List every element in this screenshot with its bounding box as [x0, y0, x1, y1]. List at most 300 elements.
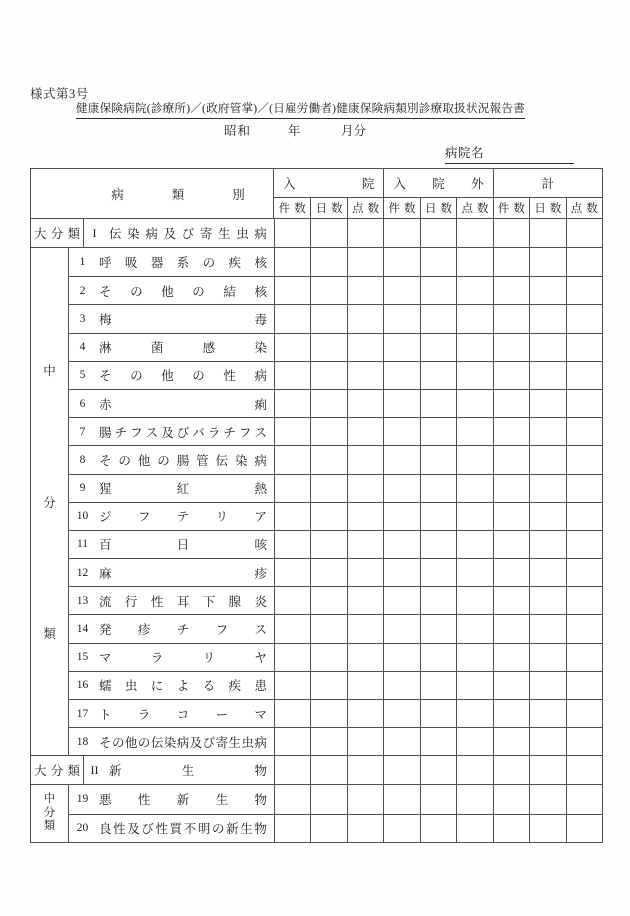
data-cell	[456, 277, 492, 304]
data-cell	[274, 248, 310, 276]
char: ト	[99, 707, 112, 722]
data-cell	[310, 390, 346, 417]
major-class-label	[31, 756, 83, 784]
major-class-numeral: II	[90, 762, 99, 777]
major-class-name-cell	[83, 219, 274, 247]
data-cell	[420, 362, 456, 389]
disease-name	[99, 620, 267, 638]
char: 病	[254, 369, 267, 384]
char: 件	[278, 203, 291, 215]
data-cell	[347, 446, 383, 473]
row-number: 11	[76, 538, 89, 551]
data-cell	[310, 587, 346, 614]
char: 明	[197, 822, 211, 837]
char: 蠕	[99, 679, 112, 694]
data-cell	[274, 475, 310, 502]
char: 数	[404, 203, 416, 215]
data-cell	[274, 305, 310, 332]
data-cell	[383, 305, 419, 332]
char: ー	[215, 707, 229, 722]
table-row	[69, 614, 602, 642]
minor-rows	[69, 785, 602, 841]
char: 数	[367, 203, 380, 215]
char: 分	[50, 227, 64, 241]
char: 院	[361, 177, 375, 191]
data-cell	[529, 305, 565, 332]
char: 件	[497, 203, 510, 215]
data-cell	[456, 362, 492, 389]
data-cell	[383, 277, 419, 304]
char: 染	[234, 453, 248, 468]
char: 点	[352, 203, 364, 215]
char: 日	[315, 203, 328, 215]
row-number: 7	[79, 425, 86, 438]
char: 数	[549, 203, 562, 215]
table-row	[69, 699, 602, 727]
char: 伝	[215, 453, 229, 468]
table-row	[69, 333, 602, 361]
data-cell	[493, 785, 529, 813]
hospital-name-label: 病院名	[445, 146, 485, 160]
table-row	[69, 389, 602, 417]
data-cell	[347, 362, 383, 389]
char: 性	[137, 793, 151, 808]
col-group-inpatient	[274, 169, 383, 197]
data-cell	[566, 334, 602, 361]
data-cell	[456, 334, 492, 361]
data-cell	[347, 277, 383, 304]
row-number: 20	[76, 822, 89, 835]
data-cell	[420, 615, 456, 642]
char: 新	[176, 793, 190, 808]
data-cell	[529, 277, 565, 304]
data-cell	[274, 785, 310, 813]
data-cell	[493, 305, 529, 332]
row-number: 3	[79, 312, 86, 325]
char: 日	[424, 203, 437, 215]
char: の	[202, 256, 216, 271]
data-cell	[274, 277, 310, 304]
data-cell	[566, 305, 602, 332]
data-cell	[493, 587, 529, 614]
data-cell	[274, 756, 310, 784]
char: 数	[294, 203, 306, 215]
disease-name-cell	[69, 446, 274, 473]
char: 新	[109, 764, 122, 779]
char: 生	[240, 822, 253, 837]
data-cells	[274, 587, 602, 614]
data-cell	[274, 334, 310, 361]
char: コ	[176, 707, 190, 722]
data-cell	[310, 785, 346, 813]
data-cell	[347, 531, 383, 558]
char: 点	[461, 203, 473, 215]
char: リ	[215, 510, 229, 525]
row-number: 8	[79, 453, 86, 466]
minor-class-section	[31, 784, 602, 841]
char: ア	[254, 510, 267, 525]
data-cell	[566, 277, 602, 304]
char: の	[111, 735, 125, 750]
data-cell	[347, 475, 383, 502]
char: 疾	[228, 256, 242, 271]
row-number: 5	[79, 369, 86, 382]
data-cell	[420, 475, 456, 502]
char: マ	[254, 707, 267, 722]
major-class-row	[31, 755, 602, 784]
form-title: 健康保険病院(診療所)／(政府管掌)／(日雇労働者)健康保険病類別診療取扱状況報告書	[76, 100, 525, 119]
disease-name	[99, 790, 267, 808]
era-label: 昭和	[224, 124, 252, 138]
hospital-name-field	[445, 143, 574, 164]
disease-name-cell	[69, 815, 274, 842]
data-cell	[310, 334, 346, 361]
char: び	[181, 227, 195, 241]
disease-name-cell	[69, 672, 274, 699]
data-cells	[274, 615, 602, 642]
data-cells	[274, 700, 602, 727]
data-cell	[347, 390, 383, 417]
char: 生	[228, 735, 242, 750]
disease-name-cell	[69, 587, 274, 614]
data-cell	[383, 700, 419, 727]
data-cell	[493, 728, 529, 755]
data-cell	[383, 219, 419, 247]
disease-name-cell	[69, 644, 274, 671]
table-row	[69, 445, 602, 473]
char: 物	[254, 764, 267, 779]
data-cell	[456, 531, 492, 558]
row-number: 10	[76, 510, 89, 523]
char: 寄	[199, 227, 213, 241]
data-cell	[566, 785, 602, 813]
data-cell	[456, 503, 492, 530]
data-cell	[493, 475, 529, 502]
char: 疹	[254, 566, 267, 581]
data-cell	[566, 756, 602, 784]
data-cell	[347, 559, 383, 586]
data-cell	[274, 559, 310, 586]
data-cell	[310, 418, 346, 445]
year-suffix-label: 年	[288, 124, 301, 138]
data-cell	[347, 587, 383, 614]
row-number: 14	[76, 623, 89, 636]
char: 吸	[124, 256, 138, 271]
subcol-points	[566, 197, 602, 218]
char: 数	[331, 203, 343, 215]
disease-name-cell	[69, 559, 274, 586]
data-cell	[493, 531, 529, 558]
char: 類	[171, 187, 185, 202]
char: 疾	[228, 679, 242, 694]
disease-name	[99, 310, 267, 328]
char: 発	[99, 623, 112, 638]
char: 物	[254, 822, 267, 837]
table-row	[69, 785, 602, 813]
data-cell	[566, 418, 602, 445]
data-cell	[310, 672, 346, 699]
char: 熱	[254, 482, 267, 497]
row-number: 9	[79, 482, 86, 495]
char: 入	[283, 177, 296, 191]
data-cells	[274, 503, 602, 530]
char: そ	[99, 369, 112, 384]
char: 生	[218, 227, 231, 241]
month-suffix-label: 月分	[341, 124, 367, 138]
disease-name	[99, 479, 267, 497]
data-cell	[310, 815, 346, 842]
char: チ	[176, 623, 190, 638]
char: 行	[124, 594, 138, 609]
char: 核	[254, 256, 267, 271]
disease-name	[99, 592, 267, 610]
data-cell	[310, 728, 346, 755]
char: 染	[254, 341, 267, 356]
char: 及	[161, 425, 174, 440]
table-row	[69, 361, 602, 389]
char: 他	[161, 284, 174, 299]
data-cell	[493, 672, 529, 699]
data-cell	[310, 756, 346, 784]
char: 百	[99, 538, 112, 553]
data-cell	[566, 644, 602, 671]
disease-name	[109, 224, 267, 242]
char: ラ	[207, 425, 221, 440]
row-number: 1	[79, 256, 86, 269]
data-cell	[420, 531, 456, 558]
data-cell	[529, 756, 565, 784]
char: 疹	[137, 623, 151, 638]
char: そ	[99, 735, 112, 750]
disease-name	[99, 819, 267, 837]
data-cell	[310, 615, 346, 642]
data-cell	[274, 728, 310, 755]
char: 件	[388, 203, 401, 215]
data-cell	[347, 418, 383, 445]
data-cell	[493, 815, 529, 842]
char: 分	[43, 495, 56, 510]
data-cell	[383, 503, 419, 530]
table-row	[69, 558, 602, 586]
data-cell	[274, 700, 310, 727]
table-row	[69, 248, 602, 276]
char: 質	[169, 822, 183, 837]
data-cell	[529, 475, 565, 502]
data-cell	[274, 503, 310, 530]
char: の	[157, 453, 170, 468]
char: び	[176, 425, 190, 440]
char: の	[212, 822, 225, 837]
table-row	[69, 727, 602, 755]
data-cell	[529, 531, 565, 558]
data-cell	[274, 587, 310, 614]
disease-name-cell	[69, 615, 274, 642]
disease-name-cell	[69, 277, 274, 304]
char: そ	[99, 284, 112, 299]
data-cells	[274, 334, 602, 361]
char: 分	[50, 764, 64, 779]
char: マ	[99, 651, 112, 666]
char: 虫	[236, 227, 249, 241]
disease-name-cell	[69, 785, 274, 813]
data-cell	[529, 672, 565, 699]
data-cell	[456, 248, 492, 276]
data-cell	[347, 248, 383, 276]
char: 別	[232, 187, 245, 202]
char: フ	[238, 425, 252, 440]
data-cells	[274, 219, 602, 247]
col-header-disease-class	[31, 169, 274, 218]
table-row	[69, 671, 602, 699]
char: チ	[223, 425, 236, 440]
data-cell	[456, 390, 492, 417]
char: 染	[163, 735, 177, 750]
table-row	[69, 814, 602, 842]
data-cell	[347, 672, 383, 699]
char: 及	[189, 735, 203, 750]
char: 系	[176, 256, 190, 271]
char: 及	[163, 227, 177, 241]
data-cell	[347, 756, 383, 784]
char: 梅	[99, 312, 112, 327]
data-cell	[566, 446, 602, 473]
data-cell	[566, 615, 602, 642]
data-cells	[274, 446, 602, 473]
data-cell	[347, 728, 383, 755]
disease-name-cell	[69, 248, 274, 276]
data-cell	[456, 615, 492, 642]
subcol-cases	[383, 197, 419, 218]
disease-name	[99, 423, 267, 441]
data-cell	[420, 785, 456, 813]
row-number: 19	[76, 793, 89, 806]
data-cell	[274, 418, 310, 445]
data-cell	[529, 615, 565, 642]
disease-name	[99, 253, 267, 271]
data-cell	[456, 785, 492, 813]
char: 計	[541, 177, 555, 191]
data-cell	[310, 531, 346, 558]
data-cell	[456, 700, 492, 727]
data-cell	[493, 503, 529, 530]
disease-name-cell	[69, 362, 274, 389]
data-cell	[274, 672, 310, 699]
char: 病	[176, 735, 190, 750]
char: 淋	[99, 341, 112, 356]
char: 病	[254, 453, 267, 468]
char: 性	[150, 594, 164, 609]
char: 患	[254, 679, 267, 694]
col-group-total	[493, 169, 602, 197]
data-cell	[493, 644, 529, 671]
row-number: 4	[79, 341, 86, 354]
minor-rows	[69, 248, 602, 755]
disease-name-cell	[69, 728, 274, 755]
data-cell	[529, 559, 565, 586]
table-row	[69, 530, 602, 558]
data-cell	[420, 700, 456, 727]
table-row	[69, 502, 602, 530]
char: 大	[34, 227, 47, 241]
char: 器	[150, 256, 164, 271]
data-cells	[274, 362, 602, 389]
table-row	[69, 586, 602, 614]
char: 虫	[241, 735, 254, 750]
table-row	[69, 643, 602, 671]
data-cell	[529, 503, 565, 530]
char: 不	[183, 822, 197, 837]
disease-name-cell	[69, 305, 274, 332]
char: フ	[130, 425, 143, 440]
data-cell	[347, 785, 383, 813]
char: ラ	[137, 707, 151, 722]
data-cell	[383, 615, 419, 642]
data-cell	[456, 815, 492, 842]
data-cell	[420, 672, 456, 699]
char: 類	[67, 764, 80, 779]
disease-name	[99, 564, 267, 582]
data-cell	[566, 559, 602, 586]
data-cell	[529, 446, 565, 473]
data-cell	[529, 248, 565, 276]
data-cell	[383, 756, 419, 784]
table-row	[69, 276, 602, 304]
table-header	[31, 169, 602, 218]
char: 入	[393, 177, 406, 191]
minor-class-section	[31, 247, 602, 755]
data-cell	[383, 446, 419, 473]
data-cell	[456, 305, 492, 332]
char: 寄	[215, 735, 229, 750]
data-cell	[529, 390, 565, 417]
char: 伝	[109, 227, 122, 241]
char: び	[141, 822, 154, 837]
row-number: 16	[76, 679, 89, 692]
data-cell	[310, 559, 346, 586]
char: ヤ	[254, 651, 267, 666]
data-cell	[529, 418, 565, 445]
data-cell	[383, 728, 419, 755]
subcol-days	[420, 197, 456, 218]
char: ス	[254, 623, 267, 638]
char: 中	[43, 793, 56, 806]
char: 新	[226, 822, 239, 837]
char: 痢	[254, 397, 267, 412]
char: 物	[254, 793, 267, 808]
char: 核	[254, 284, 267, 299]
char: 虫	[124, 679, 138, 694]
data-cell	[420, 248, 456, 276]
data-cell	[420, 334, 456, 361]
char: 及	[127, 822, 140, 837]
data-cell	[529, 644, 565, 671]
char: 大	[34, 764, 47, 779]
data-cell	[493, 418, 529, 445]
char: 数	[440, 203, 452, 215]
char: 性	[223, 369, 236, 384]
data-cells	[274, 305, 602, 332]
form-number: 様式第3号	[30, 87, 89, 101]
char: 伝	[150, 735, 164, 750]
data-cell	[274, 815, 310, 842]
data-cell	[566, 700, 602, 727]
data-cell	[383, 672, 419, 699]
char: 猩	[99, 482, 112, 497]
char: 病	[111, 187, 124, 202]
disease-name	[99, 676, 267, 694]
minor-class-label	[31, 785, 69, 841]
data-cell	[493, 248, 529, 276]
